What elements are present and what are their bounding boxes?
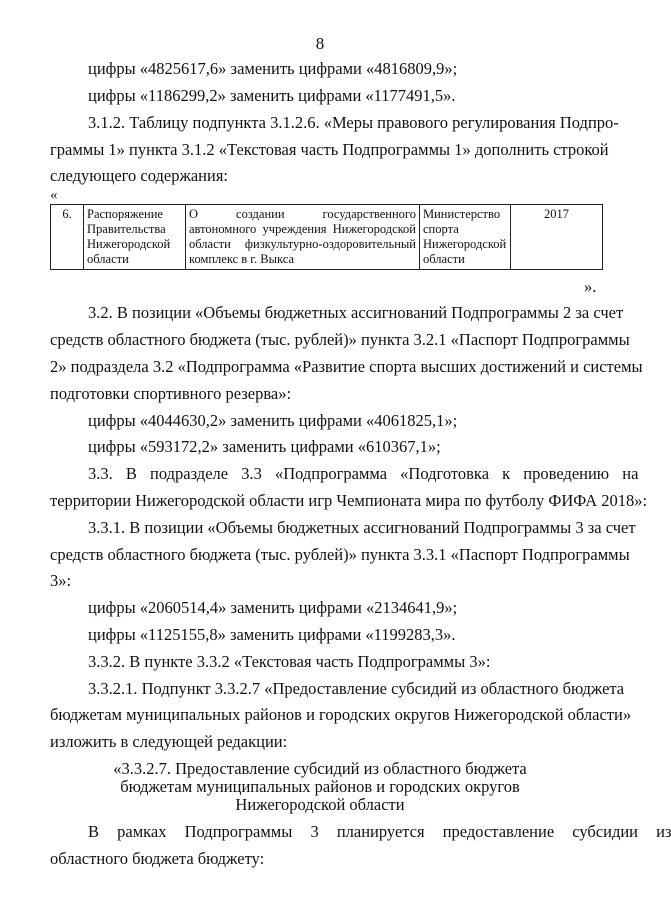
- table-cell-year: 2017: [511, 205, 603, 270]
- text-line: цифры «1125155,8» заменить цифрами «1199283,3».: [88, 625, 456, 644]
- paragraph-line: бюджетам муниципальных районов и городских округов Нижегородской области»: [50, 705, 632, 724]
- paragraph-line: областного бюджета бюджету:: [50, 849, 265, 868]
- section-heading: Нижегородской области: [235, 795, 405, 814]
- text-line: цифры «4825617,6» заменить цифрами «4816809,9»;: [88, 59, 458, 78]
- paragraph-line: средств областного бюджета (тыс. рублей)» пункта 3.3.1 «Паспорт Подпрограммы: [50, 545, 630, 564]
- table-cell-ministry: Министерство спорта Нижегородской области: [420, 205, 511, 270]
- paragraph-line: средств областного бюджета (тыс. рублей)» пункта 3.2.1 «Паспорт Подпрограммы: [50, 330, 630, 349]
- section-heading: «3.3.2.7. Предоставление субсидий из областного бюджета: [113, 759, 527, 778]
- paragraph-line: 3.2. В позиции «Объемы бюджетных ассигнований Подпрограммы 2 за счет: [88, 303, 624, 322]
- paragraph-line: 3.3.2.1. Подпункт 3.3.2.7 «Предоставление субсидий из областного бюджета: [88, 679, 625, 698]
- table-cell-number: 6.: [51, 205, 84, 270]
- paragraph-line: граммы 1» пункта 3.1.2 «Текстовая часть Подпрограммы 1» дополнить строкой: [50, 140, 609, 159]
- page-number: 8: [315, 34, 325, 53]
- table-row: [51, 205, 603, 270]
- table-cell-document: Распоряжение Правительства Нижегородской области: [84, 205, 186, 270]
- paragraph-line: изложить в следующей редакции:: [50, 732, 288, 751]
- paragraph-line: 3.1.2. Таблицу подпункта 3.1.2.6. «Меры правового регулирования Подпро-: [88, 113, 619, 132]
- paragraph-line: территории Нижегородской области игр Чемпионата мира по футболу ФИФА 2018»:: [50, 491, 648, 510]
- text-line: цифры «593172,2» заменить цифрами «610367,1»;: [88, 437, 441, 456]
- open-quote: «: [50, 187, 58, 203]
- measures-table: [50, 204, 603, 270]
- table-cell-name: О создании государственного автономного учреждения Нижегородской области физкультурно-оздоровительный комплекс в г. Выкса: [186, 205, 420, 270]
- paragraph-line: 3»:: [50, 571, 72, 590]
- paragraph-line: подготовки спортивного резерва»:: [50, 384, 292, 403]
- paragraph-line: 3.3.2. В пункте 3.3.2 «Текстовая часть Подпрограммы 3»:: [88, 652, 491, 671]
- text-line: цифры «2060514,4» заменить цифрами «2134641,9»;: [88, 598, 458, 617]
- close-quote: ».: [584, 277, 597, 296]
- paragraph-line: В рамках Подпрограммы 3 планируется предоставление субсидии из: [88, 822, 671, 841]
- section-heading: бюджетам муниципальных районов и городских округов: [120, 777, 520, 796]
- text-line: цифры «1186299,2» заменить цифрами «1177491,5».: [88, 86, 456, 105]
- paragraph-line: 2» подраздела 3.2 «Подпрограмма «Развитие спорта высших достижений и системы: [50, 357, 643, 376]
- paragraph-line: 3.3.1. В позиции «Объемы бюджетных ассигнований Подпрограммы 3 за счет: [88, 518, 636, 537]
- text-line: цифры «4044630,2» заменить цифрами «4061825,1»;: [88, 411, 458, 430]
- paragraph-line: 3.3. В подразделе 3.3 «Подпрограмма «Подготовка к проведению на: [88, 464, 639, 483]
- paragraph-line: следующего содержания:: [50, 166, 229, 185]
